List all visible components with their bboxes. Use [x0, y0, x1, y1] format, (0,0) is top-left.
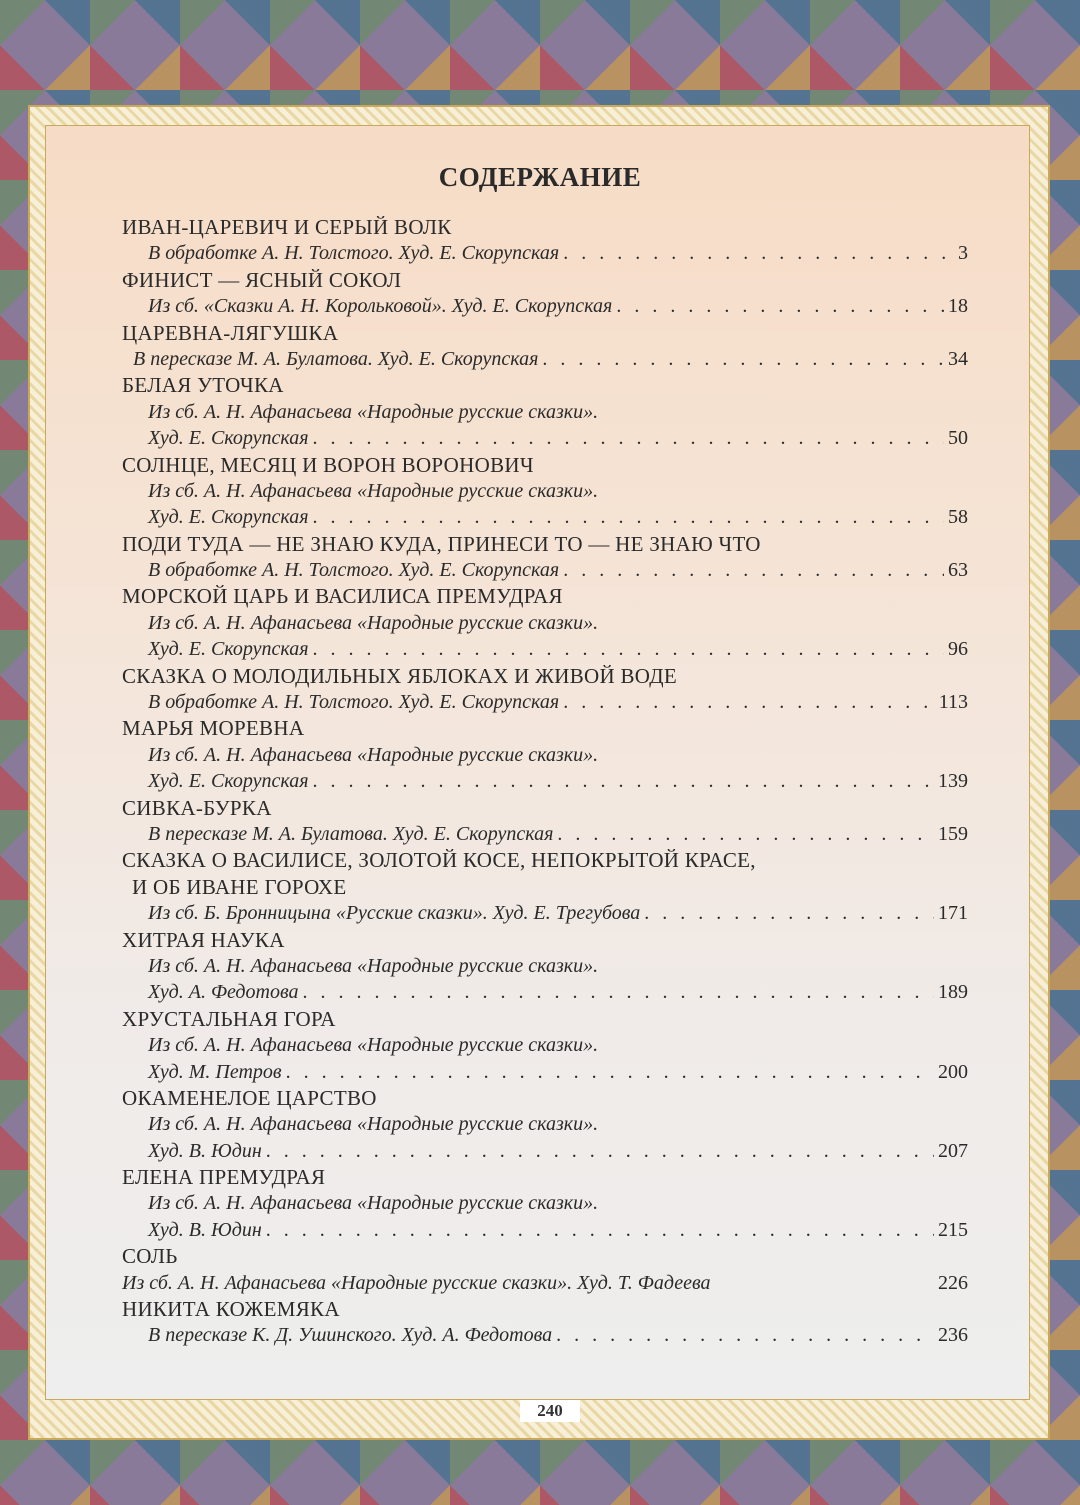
dot-leader	[313, 504, 944, 530]
entry-title: ПОДИ ТУДА — НЕ ЗНАЮ КУДА, ПРИНЕСИ ТО — НЕ ЗНАЮ ЧТО	[122, 531, 761, 556]
source-text: Худ. Е. Скорупская	[148, 427, 309, 450]
page-ref: 34	[948, 347, 968, 370]
source-text: Худ. М. Петров	[148, 1060, 282, 1083]
page-title: СОДЕРЖАНИЕ	[438, 162, 642, 192]
entry-source	[122, 425, 968, 451]
source-text: В пересказе К. Д. Ушинского. Худ. А. Федотова	[148, 1324, 553, 1347]
entry-source	[122, 979, 968, 1005]
dot-leader	[563, 689, 935, 715]
page-number: 240	[520, 1400, 580, 1422]
source-text: В обработке А. Н. Толстого. Худ. Е. Скорупская	[148, 691, 560, 714]
dot-leader	[266, 1138, 934, 1164]
entry-source	[122, 821, 968, 847]
toc-entry	[122, 847, 968, 926]
entry-title: МОРСКОЙ ЦАРЬ И ВАСИЛИСА ПРЕМУДРАЯ	[122, 584, 563, 609]
entry-source	[122, 610, 968, 636]
entry-source	[122, 742, 968, 768]
entry-source	[122, 689, 968, 715]
source-text: Худ. А. Федотова	[148, 981, 299, 1004]
dot-leader	[313, 768, 934, 794]
dot-leader	[542, 346, 944, 372]
source-text: В обработке А. Н. Толстого. Худ. Е. Скорупская	[148, 559, 560, 582]
page-ref: 207	[938, 1139, 968, 1162]
entry-title: ЕЛЕНА ПРЕМУДРАЯ	[122, 1165, 326, 1190]
toc-entry	[122, 1243, 968, 1296]
entry-source	[122, 346, 968, 372]
dot-leader	[644, 900, 934, 926]
dot-leader	[313, 425, 944, 451]
entry-source	[122, 504, 968, 530]
page-ref: 113	[938, 691, 968, 714]
entry-title: СИВКА-БУРКА	[122, 795, 272, 820]
page-ref: 171	[938, 902, 968, 925]
toc-entry	[122, 1085, 968, 1164]
entry-source	[122, 399, 968, 425]
source-text: Из сб. А. Н. Афанасьева «Народные русские сказки».	[148, 611, 599, 634]
toc-entry	[122, 795, 968, 848]
entry-title: СОЛЬ	[122, 1244, 178, 1269]
source-text: Худ. Е. Скорупская	[148, 506, 309, 529]
entry-title: ХРУСТАЛЬНАЯ ГОРА	[122, 1006, 336, 1031]
entry-source	[122, 478, 968, 504]
toc-entry	[122, 583, 968, 662]
entry-source	[122, 768, 968, 794]
source-text: Худ. В. Юдин	[148, 1218, 262, 1241]
dot-leader	[286, 1059, 934, 1085]
page-ref: 58	[948, 506, 968, 529]
source-text: Из сб. А. Н. Афанасьева «Народные русские сказки». Худ. Т. Фадеева	[122, 1271, 711, 1294]
entry-title: ОКАМЕНЕЛОЕ ЦАРСТВО	[122, 1085, 377, 1110]
source-text: Из сб. А. Н. Афанасьева «Народные русские сказки».	[148, 743, 599, 766]
entry-source	[122, 900, 968, 926]
entry-source	[122, 1190, 968, 1216]
source-text: Из сб. А. Н. Афанасьева «Народные русские сказки».	[148, 954, 599, 977]
entry-title-continued: И ОБ ИВАНЕ ГОРОХЕ	[132, 874, 347, 899]
toc-entry	[122, 452, 968, 531]
page-ref: 96	[948, 638, 968, 661]
page-ref: 139	[938, 770, 968, 793]
entry-title: НИКИТА КОЖЕМЯКА	[122, 1297, 340, 1322]
source-text: Худ. В. Юдин	[148, 1139, 262, 1162]
source-text: В обработке А. Н. Толстого. Худ. Е. Скорупская	[148, 242, 560, 265]
dot-leader	[313, 636, 944, 662]
source-text: Из сб. «Сказки А. Н. Корольковой». Худ. Е. Скорупская	[148, 295, 613, 318]
page-ref: 236	[938, 1324, 968, 1347]
source-text: Из сб. А. Н. Афанасьева «Народные русские сказки».	[148, 400, 599, 423]
source-text: Из сб. А. Н. Афанасьева «Народные русские сказки».	[148, 1034, 599, 1057]
entry-title: СОЛНЦЕ, МЕСЯЦ И ВОРОН ВОРОНОВИЧ	[122, 452, 534, 477]
source-text: Из сб. А. Н. Афанасьева «Народные русские сказки».	[148, 479, 599, 502]
toc-entry	[122, 663, 968, 716]
toc-entry	[122, 1006, 968, 1085]
entry-source	[122, 240, 968, 266]
entry-title: СКАЗКА О МОЛОДИЛЬНЫХ ЯБЛОКАХ И ЖИВОЙ ВОДЕ	[122, 663, 677, 688]
entry-title: БЕЛАЯ УТОЧКА	[122, 373, 284, 398]
page-ref: 18	[948, 295, 968, 318]
entry-source	[122, 1032, 968, 1058]
page-ref: 200	[938, 1060, 968, 1083]
entry-source	[122, 636, 968, 662]
entry-source	[122, 293, 968, 319]
entry-title: ХИТРАЯ НАУКА	[122, 927, 285, 952]
dot-leader	[563, 557, 944, 583]
source-text: Из сб. А. Н. Афанасьева «Народные русские сказки».	[148, 1192, 599, 1215]
entry-source	[122, 1217, 968, 1243]
entry-title: МАРЬЯ МОРЕВНА	[122, 716, 305, 741]
source-text: Из сб. А. Н. Афанасьева «Народные русские сказки».	[148, 1113, 599, 1136]
toc-entry	[122, 531, 968, 584]
toc-entry	[122, 372, 968, 451]
page-ref: 63	[948, 559, 968, 582]
source-text: В пересказе М. А. Булатова. Худ. Е. Скорупская	[133, 347, 539, 370]
source-text: Из сб. Б. Бронницына «Русские сказки». Худ. Е. Трегубова	[148, 902, 641, 925]
entry-source	[122, 1111, 968, 1137]
toc-entry	[122, 320, 968, 373]
dot-leader	[303, 979, 934, 1005]
toc-entry	[122, 927, 968, 1006]
page-ref: 3	[958, 242, 968, 265]
dot-leader	[563, 240, 954, 266]
page-ref: 215	[938, 1218, 968, 1241]
entry-source	[122, 953, 968, 979]
toc-entry	[122, 214, 968, 267]
page-ref: 159	[938, 822, 968, 845]
entry-source	[122, 1270, 968, 1296]
dot-leader	[557, 821, 934, 847]
source-text: Худ. Е. Скорупская	[148, 770, 309, 793]
toc-entry	[122, 715, 968, 794]
entry-title: ЦАРЕВНА-ЛЯГУШКА	[122, 320, 339, 345]
page-ref: 50	[948, 427, 968, 450]
dot-leader	[616, 293, 944, 319]
entry-title: ФИНИСТ — ЯСНЫЙ СОКОЛ	[122, 267, 402, 292]
entry-source	[122, 1059, 968, 1085]
entry-source	[122, 1322, 968, 1348]
source-text: В пересказе М. А. Булатова. Худ. Е. Скорупская	[148, 822, 554, 845]
toc-entry	[122, 1296, 968, 1349]
page-ref: 189	[938, 981, 968, 1004]
entry-title: СКАЗКА О ВАСИЛИСЕ, ЗОЛОТОЙ КОСЕ, НЕПОКРЫТОЙ КРАСЕ,	[122, 848, 756, 873]
source-text: Худ. Е. Скорупская	[148, 638, 309, 661]
table-of-contents	[122, 214, 968, 1349]
entry-title: ИВАН-ЦАРЕВИЧ И СЕРЫЙ ВОЛК	[122, 215, 452, 239]
entry-source	[122, 1138, 968, 1164]
entry-source	[122, 557, 968, 583]
dot-leader	[266, 1217, 934, 1243]
toc-entry	[122, 267, 968, 320]
page-ref: 226	[938, 1271, 968, 1294]
dot-leader	[556, 1322, 934, 1348]
toc-entry	[122, 1164, 968, 1243]
